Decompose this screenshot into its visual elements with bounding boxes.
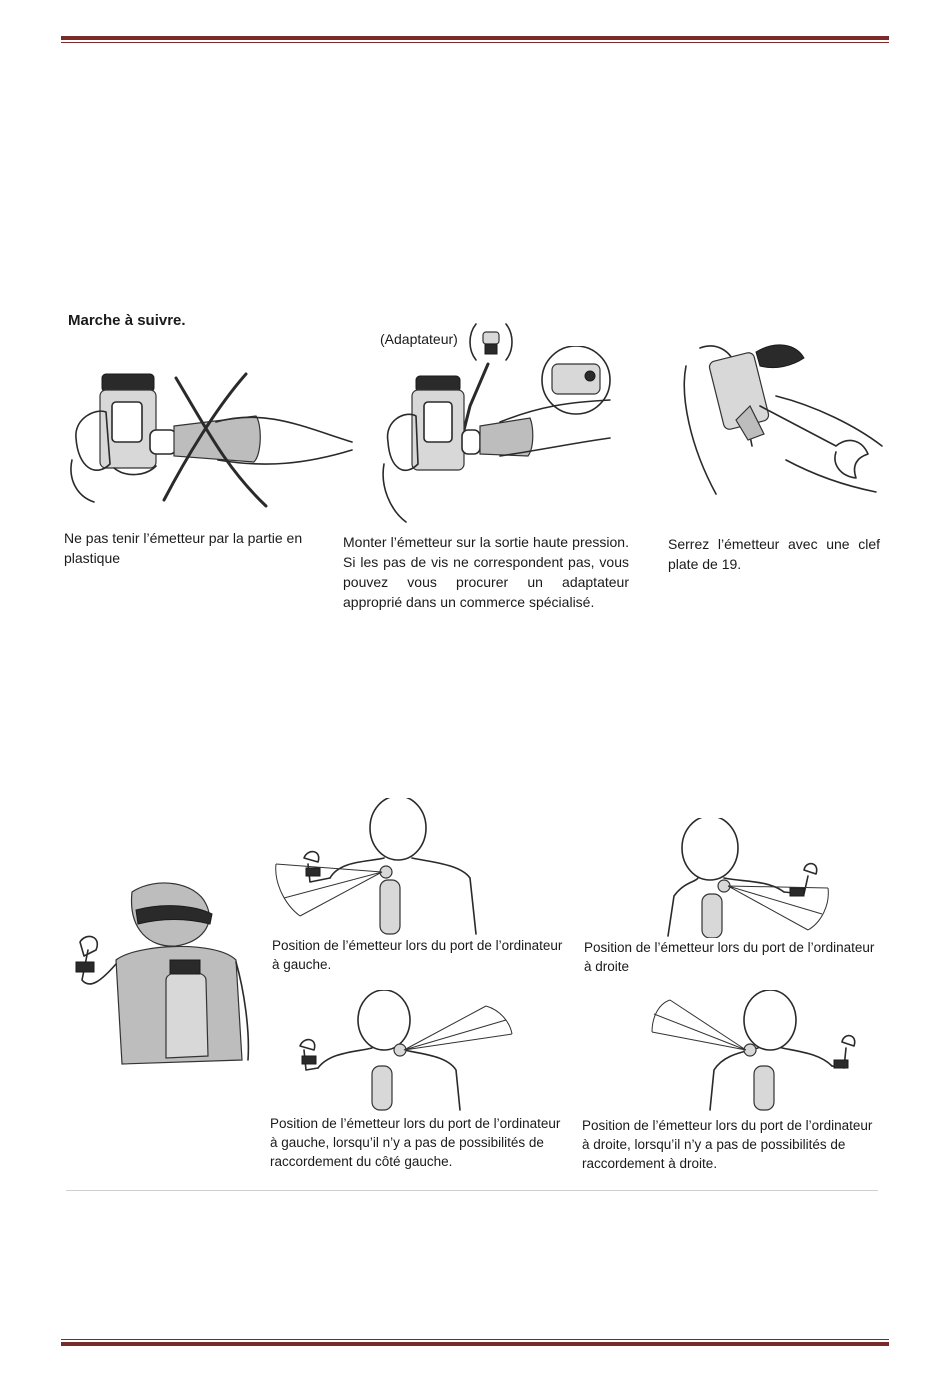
position-left-caption: Position de l’émetteur lors du port de l’ordinateur à gauche.	[272, 938, 563, 972]
position-right-diagram	[584, 818, 874, 938]
header-rule	[61, 36, 889, 43]
adapter-label: (Adaptateur)	[380, 331, 458, 347]
step-2-illustration	[370, 346, 620, 524]
step-1-caption: Ne pas tenir l’émetteur par la partie en plastique	[64, 530, 303, 566]
step-3-caption: Serrez l’émetteur avec une clef plate de 19.	[668, 536, 880, 572]
step-3-illustration	[676, 336, 884, 496]
procedure-heading: Marche à suivre.	[68, 312, 186, 329]
figure-separator	[66, 1190, 878, 1191]
step-1-illustration	[66, 368, 356, 508]
diver-back-illustration	[66, 880, 256, 1066]
position-right-alt-diagram	[614, 990, 874, 1112]
position-left-alt-caption: Position de l’émetteur lors du port de l’ordinateur à gauche, lorsqu’il n’y a pas de possibilités de raccordement du côté gauche.	[270, 1116, 561, 1169]
step-2-caption: Monter l’émetteur sur la sortie haute pression. Si les pas de vis ne correspondent pas, vous pouvez vous procurer un adaptateur approprié dans un commerce spécialisé.	[343, 534, 629, 610]
position-left-alt-diagram	[296, 990, 566, 1112]
position-right-caption: Position de l’émetteur lors du port de l’ordinateur à droite	[584, 940, 875, 974]
footer-rule	[61, 1339, 889, 1346]
position-left-diagram	[270, 798, 570, 936]
position-right-alt-caption: Position de l’émetteur lors du port de l’ordinateur à droite, lorsqu’il n’y a pas de possibilités de raccordement à droite.	[582, 1118, 873, 1171]
